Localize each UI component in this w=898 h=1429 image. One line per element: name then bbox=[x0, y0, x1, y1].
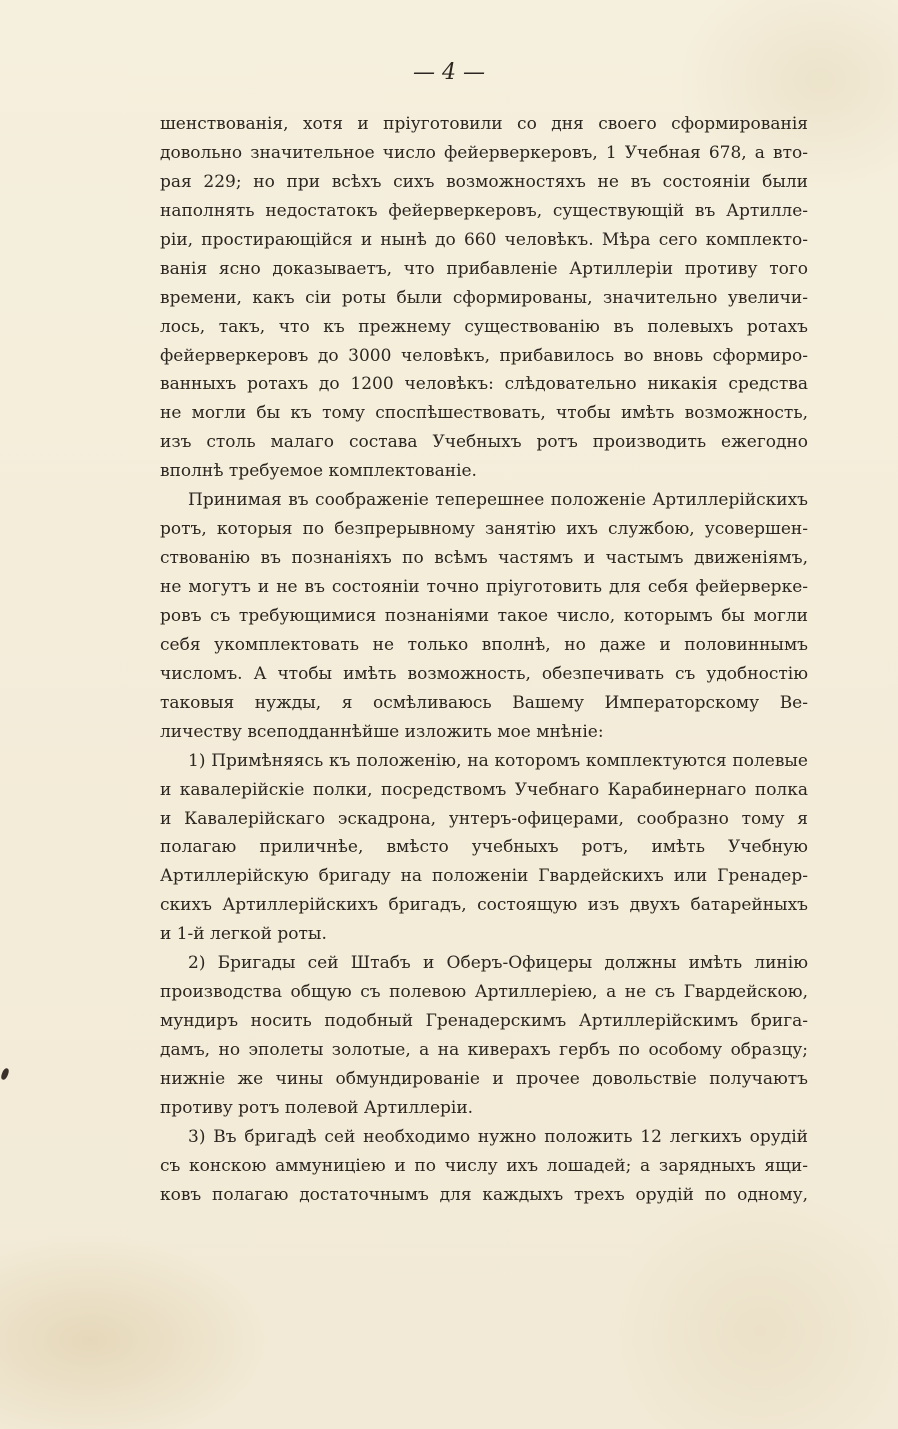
text-line: нижніе же чины обмундированіе и прочее довольствіе получаютъ bbox=[160, 1068, 808, 1089]
body-text bbox=[160, 110, 808, 1210]
text-line: рая 229; но при всѣхъ сихъ возможностяхъ не въ состояніи были bbox=[160, 171, 808, 192]
text-line: ствованію въ познаніяхъ по всѣмъ частямъ и частымъ движеніямъ, bbox=[160, 548, 808, 569]
text-line: личеству всеподданнѣйше изложить мое мнѣніе: bbox=[160, 721, 604, 742]
text-line: времени, какъ сіи роты были сформированы, значительно увеличи- bbox=[160, 287, 808, 308]
text-line: производства общую съ полевою Артиллеріею, а не съ Гвардейскою, bbox=[160, 982, 808, 1003]
text-line: мундиръ носить подобный Гренадерскимъ Артиллерійскимъ брига- bbox=[160, 1011, 808, 1032]
text-line: и кавалерійскіе полки, посредствомъ Учебнаго Карабинернаго полка bbox=[160, 779, 808, 800]
text-line: ровъ съ требующимися познаніями такое число, которымъ бы могли bbox=[160, 605, 808, 626]
text-line: Принимая въ соображеніе теперешнее положеніе Артиллерійскихъ bbox=[188, 490, 808, 511]
page-number: — 4 — bbox=[413, 60, 485, 85]
text-line: 3) Въ бригадѣ сей необходимо нужно положить 12 легкихъ орудій bbox=[188, 1126, 808, 1147]
text-line: шенствованія, хотя и пріуготовили со дня своего сформированія bbox=[160, 114, 808, 134]
text-line: числомъ. А чтобы имѣть возможность, обезпечивать съ удобностію bbox=[160, 663, 808, 684]
text-line: 2) Бригады сей Штабъ и Оберъ-Офицеры должны имѣть линію bbox=[188, 953, 808, 974]
text-line: наполнять недостатокъ фейерверкеровъ, существующій въ Артилле- bbox=[160, 200, 808, 221]
text-line: съ конскою аммуниціею и по числу ихъ лошадей; а зарядныхъ ящи- bbox=[160, 1155, 808, 1176]
text-line: и Кавалерійскаго эскадрона, унтеръ-офицерами, сообразно тому я bbox=[160, 808, 808, 829]
text-line: лось, такъ, что къ прежнему существованію въ полевыхъ ротахъ bbox=[160, 316, 808, 337]
text-line: не могутъ и не въ состояніи точно пріуготовить для себя фейерверке- bbox=[160, 577, 808, 597]
margin-ink-mark bbox=[0, 1067, 10, 1080]
text-line: дамъ, но эполеты золотые, а на киверахъ гербъ по особому образцу; bbox=[160, 1040, 808, 1060]
text-line: 1) Примѣняясь къ положенію, на которомъ комплектуются полевые bbox=[188, 750, 808, 771]
text-line: противу ротъ полевой Артиллеріи. bbox=[160, 1097, 474, 1118]
text-line: не могли бы къ тому споспѣшествовать, чтобы имѣть возможность, bbox=[160, 403, 808, 424]
text-line: вполнѣ требуемое комплектованіе. bbox=[160, 461, 477, 482]
text-line: ванныхъ ротахъ до 1200 человѣкъ: слѣдовательно никакія средства bbox=[160, 374, 808, 395]
text-line: себя укомплектовать не только вполнѣ, но даже и половиннымъ bbox=[160, 634, 808, 655]
text-line: ковъ полагаю достаточнымъ для каждыхъ трехъ орудій по одному, bbox=[160, 1184, 808, 1205]
text-line: Артиллерійскую бригаду на положеніи Гвардейскихъ или Гренадер- bbox=[160, 866, 808, 887]
text-line: и 1-й легкой роты. bbox=[160, 924, 327, 945]
text-line: ванія ясно доказываетъ, что прибавленіе Артиллеріи противу того bbox=[160, 258, 808, 279]
text-line: ротъ, которыя по безпрерывному занятію ихъ службою, усовершен- bbox=[160, 519, 808, 540]
text-line: скихъ Артиллерійскихъ бригадъ, состоящую изъ двухъ батарейныхъ bbox=[160, 895, 808, 916]
text-line: фейерверкеровъ до 3000 человѣкъ, прибавилось во вновь сформиро- bbox=[160, 345, 808, 366]
text-line: ріи, простирающійся и нынѣ до 660 человѣкъ. Мѣра сего комплекто- bbox=[160, 229, 808, 250]
text-line: изъ столь малаго состава Учебныхъ ротъ производить ежегодно bbox=[160, 432, 808, 453]
text-line: таковыя нужды, я осмѣливаюсь Вашему Императорскому Ве- bbox=[160, 692, 808, 713]
text-line: довольно значительное число фейерверкеровъ, 1 Учебная 678, а вто- bbox=[160, 142, 808, 163]
text-line: полагаю приличнѣе, вмѣсто учебныхъ ротъ, имѣть Учебную bbox=[160, 837, 808, 858]
